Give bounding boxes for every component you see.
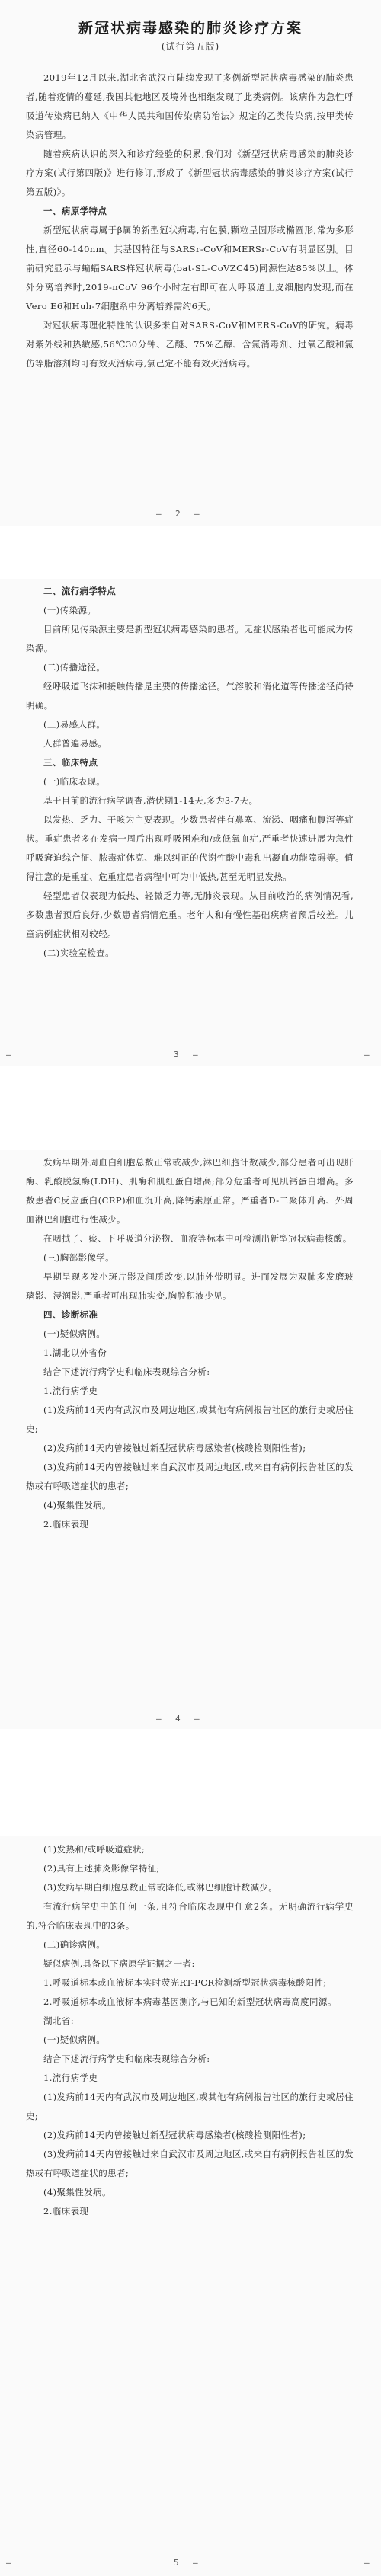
paragraph: (1)发病前14天内有武汉市及周边地区,或其他有病例报告社区的旅行史或居住史; (26, 2092, 354, 2121)
page-gap (0, 1066, 381, 1150)
document-page-4: (1)发热和/或呼吸道症状; (2)具有上述肺炎影像学特征; (3)发病早期白细胞总数正常或降低,或淋巴细胞计数减少。 有流行病学史中的任何一条,且符合临床表现中任意2条。无明确流行病学史的,符合临床表现中的3条。 (二)确诊病例。 疑似病例,具备以下病原学证据之一者: 1.呼吸道标本或血液标本实时荧光RT-PCR检测新型冠状病毒核酸阳性; 2.呼吸道标本或血液标本病毒基因测序,与已知的新型冠状病毒高度同源。 湖北省: (一)疑似病例。 结合下述流行病学史和临床表现综合分析: 1.流行病学史 (1)发病前14天内有武汉市及周边地区,或其他有病例报告社区的旅行史或居住史; (2)发病前14天内曾接触过新型冠状病毒感染者(核酸检测阳性者); (3)发病前14天内曾接触过来自武汉市及周边地区,或来自有病例报告社区的发热或有呼吸道症状的患者; (4)聚集性发病。 2.临床表现 — 5 — — (0, 1836, 381, 2576)
section-heading: 四、诊断标准 (43, 1309, 98, 1320)
paragraph: 经呼吸道飞沫和接触传播是主要的传播途径。气溶胶和消化道等传播途径尚待明确。 (26, 681, 354, 711)
paragraph: 新型冠状病毒属于β属的新型冠状病毒,有包膜,颗粒呈圆形或椭圆形,常为多形性,直径60-140nm。其基因特征与SARSr-CoV和MERSr-CoV有明显区别。目前研究显示与蝙蝠SARS样冠状病毒(bat-SL-CoVZC45)同源性达85%以上。体外分离培养时,2019-nCoV 96个小时左右即可在人呼吸道上皮细胞内发现,而在Vero E6和Huh-7细胞系中分离培养需约6天。 (26, 225, 354, 312)
page-number-value: 5 (174, 2558, 179, 2568)
paragraph: 基于目前的流行病学调查,潜伏期1-14天,多为3-7天。 (43, 795, 258, 806)
paragraph: (一)疑似病例。 (43, 1328, 106, 1339)
paragraph: 2.呼吸道标本或血液标本病毒基因测序,与已知的新型冠状病毒高度同源。 (43, 1996, 337, 2007)
paragraph: 疑似病例,具备以下病原学证据之一者: (43, 1958, 195, 1969)
paragraph: 以发热、乏力、干咳为主要表现。少数患者伴有鼻塞、流涕、咽痛和腹泻等症状。重症患者多在发病一周后出现呼吸困难和/或低氧血症,严重者快速进展为急性呼吸窘迫综合征、脓毒症休克、难以纠正的代谢性酸中毒和出凝血功能障碍等。值得注意的是重症、危重症患者病程中可为中低热,甚至无明显发热。 (26, 814, 354, 882)
paragraph: (3)发病前14天内曾接触过来自武汉市及周边地区,或来自有病例报告社区的发热或有呼吸道症状的患者; (26, 2149, 354, 2178)
paragraph: 结合下述流行病学史和临床表现综合分析: (43, 2053, 210, 2064)
paragraph: (3)发病早期白细胞总数正常或降低,或淋巴细胞计数减少。 (43, 1882, 278, 1893)
page-gap (0, 526, 381, 579)
paragraph: (4)聚集性发病。 (43, 2187, 111, 2197)
document-subtitle: (试行第五版) (161, 41, 220, 52)
paragraph: 对冠状病毒理化特性的认识多来自对SARS-CoV和MERS-CoV的研究。病毒对紫外线和热敏感,56℃30分钟、乙醚、75%乙醇、含氯消毒剂、过氧乙酸和氯仿等脂溶剂均可有效灭活病毒,氯己定不能有效灭活病毒。 (26, 320, 354, 369)
page-number-value: 2 (175, 509, 181, 519)
paragraph: 早期呈现多发小斑片影及间质改变,以肺外带明显。进而发展为双肺多发磨玻璃影、浸润影,严重者可出现肺实变,胸腔积液少见。 (26, 1271, 354, 1301)
paragraph: 结合下述流行病学史和临床表现综合分析: (43, 1366, 210, 1377)
paragraph: (二)传播途径。 (43, 662, 106, 673)
paragraph: 人群普遍易感。 (43, 738, 107, 749)
page-body (26, 1153, 354, 1534)
section-heading: 二、流行病学特点 (43, 586, 117, 596)
paragraph: (三)胸部影像学。 (43, 1252, 115, 1263)
paragraph: (三)易感人群。 (43, 719, 106, 730)
paragraph: (二)确诊病例。 (43, 1939, 106, 1950)
paragraph: 2.临床表现 (43, 2206, 89, 2216)
paragraph: (二)实验室检查。 (43, 948, 115, 958)
paragraph: 目前所见传染源主要是新型冠状病毒感染的患者。无症状感染者也可能成为传染源。 (26, 624, 354, 654)
document-page-2: 二、流行病学特点 (一)传染源。 目前所见传染源主要是新型冠状病毒感染的患者。无症状感染者也可能成为传染源。 (二)传播途径。 经呼吸道飞沫和接触传播是主要的传播途径。气溶胶和消化道等传播途径尚待明确。 (三)易感人群。 人群普遍易感。 三、临床特点 (一)临床表现。 基于目前的流行病学调查,潜伏期1-14天,多为3-7天。 以发热、乏力、干咳为主要表现。少数患者伴有鼻塞、流涕、咽痛和腹泻等症状。重症患者多在发病一周后出现呼吸困难和/或低氧血症,严重者快速进展为急性呼吸窘迫综合征、脓毒症休克、难以纠正的代谢性酸中毒和出凝血功能障碍等。值得注意的是重症、危重症患者病程中可为中低热,甚至无明显发热。 轻型患者仅表现为低热、轻微乏力等,无肺炎表现。从目前收治的病例情况看,多数患者预后良好,少数患者病情危重。老年人和有慢性基础疾病者预后较差。儿童病例症状相对较轻。 (二)实验室检查。 — 3 — — (0, 579, 381, 1066)
paragraph: (1)发病前14天内有武汉市及周边地区,或其他有病例报告社区的旅行史或居住史; (26, 1405, 354, 1434)
document-page-1: 新冠状病毒感染的肺炎诊疗方案 (试行第五版) 2019年12月以来,湖北省武汉市陆续发现了多例新型冠状病毒感染的肺炎患者,随着疫情的蔓延,我国其他地区及境外也相继发现了此类病例。该病作为急性呼吸道传染病已纳入《中华人民共和国传染病防治法》规定的乙类传染病,按甲类传染病管理。 随着疾病认识的深入和诊疗经验的积累,我们对《新型冠状病毒感染的肺炎诊疗方案(试行第四版)》进行修订,形成了《新型冠状病毒感染的肺炎诊疗方案(试行第五版)》。 一、病原学特点 新型冠状病毒属于β属的新型冠状病毒,有包膜,颗粒呈圆形或椭圆形,常为多形性,直径60-140nm。其基因特征与SARSr-CoV和MERSr-CoV有明显区别。目前研究显示与蝙蝠SARS样冠状病毒(bat-SL-CoVZC45)同源性达85%以上。体外分离培养时,2019-nCoV 96个小时左右即可在人呼吸道上皮细胞内发现,而在Vero E6和Huh-7细胞系中分离培养需约6天。 对冠状病毒理化特性的认识多来自对SARS-CoV和MERS-CoV的研究。病毒对紫外线和热敏感,56℃30分钟、乙醚、75%乙醇、含氯消毒剂、过氧乙酸和氯仿等脂溶剂均可有效灭活病毒,氯己定不能有效灭活病毒。 — 2 — (0, 0, 381, 526)
paragraph: (3)发病前14天内曾接触过来自武汉市及周边地区,或来自有病例报告社区的发热或有呼吸道症状的患者; (26, 1462, 354, 1491)
paragraph: 湖北省: (43, 2015, 74, 2026)
paragraph: (2)发病前14天内曾接触过新型冠状病毒感染者(核酸检测阳性者); (43, 1443, 306, 1453)
section-heading: 三、临床特点 (43, 757, 98, 768)
document-page-3: 发病早期外周血白细胞总数正常或减少,淋巴细胞计数减少,部分患者可出现肝酶、乳酸脱氢酶(LDH)、肌酶和肌红蛋白增高;部分危重者可见肌钙蛋白增高。多数患者C反应蛋白(CRP)和血沉升高,降钙素原正常。严重者D-二聚体升高、外周血淋巴细胞进行性减少。 在咽拭子、痰、下呼吸道分泌物、血液等标本中可检测出新型冠状病毒核酸。 (三)胸部影像学。 早期呈现多发小斑片影及间质改变,以肺外带明显。进而发展为双肺多发磨玻璃影、浸润影,严重者可出现肺实变,胸腔积液少见。 四、诊断标准 (一)疑似病例。 1.湖北以外省份 结合下述流行病学史和临床表现综合分析: 1.流行病学史 (1)发病前14天内有武汉市及周边地区,或其他有病例报告社区的旅行史或居住史; (2)发病前14天内曾接触过新型冠状病毒感染者(核酸检测阳性者); (3)发病前14天内曾接触过来自武汉市及周边地区,或来自有病例报告社区的发热或有呼吸道症状的患者; (4)聚集性发病。 2.临床表现 — 4 — (0, 1150, 381, 1729)
paragraph: (2)发病前14天内曾接触过新型冠状病毒感染者(核酸检测阳性者); (43, 2130, 306, 2140)
paragraph: 1.流行病学史 (43, 1385, 98, 1396)
paragraph: (4)聚集性发病。 (43, 1500, 111, 1510)
paragraph: 有流行病学史中的任何一条,且符合临床表现中任意2条。无明确流行病学史的,符合临床表现中的3条。 (26, 1901, 354, 1931)
page-gap (0, 1729, 381, 1836)
paragraph: 1.湖北以外省份 (43, 1347, 107, 1358)
section-heading: 一、病原学特点 (43, 206, 107, 216)
paragraph: 在咽拭子、痰、下呼吸道分泌物、血液等标本中可检测出新型冠状病毒核酸。 (43, 1233, 352, 1244)
page-body (26, 1840, 354, 2221)
paragraph: 2019年12月以来,湖北省武汉市陆续发现了多例新型冠状病毒感染的肺炎患者,随着疫情的蔓延,我国其他地区及境外也相继发现了此类病例。该病作为急性呼吸道传染病已纳入《中华人民共和国传染病防治法》规定的乙类传染病,按甲类传染病管理。 (26, 72, 354, 140)
paragraph: 发病早期外周血白细胞总数正常或减少,淋巴细胞计数减少,部分患者可出现肝酶、乳酸脱氢酶(LDH)、肌酶和肌红蛋白增高;部分危重者可见肌钙蛋白增高。多数患者C反应蛋白(CRP)和血沉升高,降钙素原正常。严重者D-二聚体升高、外周血淋巴细胞进行性减少。 (26, 1157, 354, 1225)
page-body (26, 69, 354, 373)
paragraph: 随着疾病认识的深入和诊疗经验的积累,我们对《新型冠状病毒感染的肺炎诊疗方案(试行第四版)》进行修订,形成了《新型冠状病毒感染的肺炎诊疗方案(试行第五版)》。 (26, 149, 354, 197)
paragraph: 1.流行病学史 (43, 2073, 98, 2083)
document-title: 新冠状病毒感染的肺炎诊疗方案 (78, 20, 303, 37)
paragraph: (一)疑似病例。 (43, 2034, 106, 2045)
paragraph: (一)临床表现。 (43, 776, 106, 787)
paragraph: (一)传染源。 (43, 605, 97, 615)
paragraph: (1)发热和/或呼吸道症状; (43, 1844, 146, 1855)
paragraph: (2)具有上述肺炎影像学特征; (43, 1863, 160, 1874)
paragraph: 1.呼吸道标本或血液标本实时荧光RT-PCR检测新型冠状病毒核酸阳性; (43, 1977, 327, 1988)
paragraph: 2.临床表现 (43, 1519, 89, 1529)
page-number-value: 4 (175, 1714, 181, 1724)
page-number-value: 3 (174, 1050, 179, 1059)
page-body (26, 582, 354, 963)
paragraph: 轻型患者仅表现为低热、轻微乏力等,无肺炎表现。从目前收治的病例情况看,多数患者预后良好,少数患者病情危重。老年人和有慢性基础疾病者预后较差。儿童病例症状相对较轻。 (26, 890, 354, 939)
